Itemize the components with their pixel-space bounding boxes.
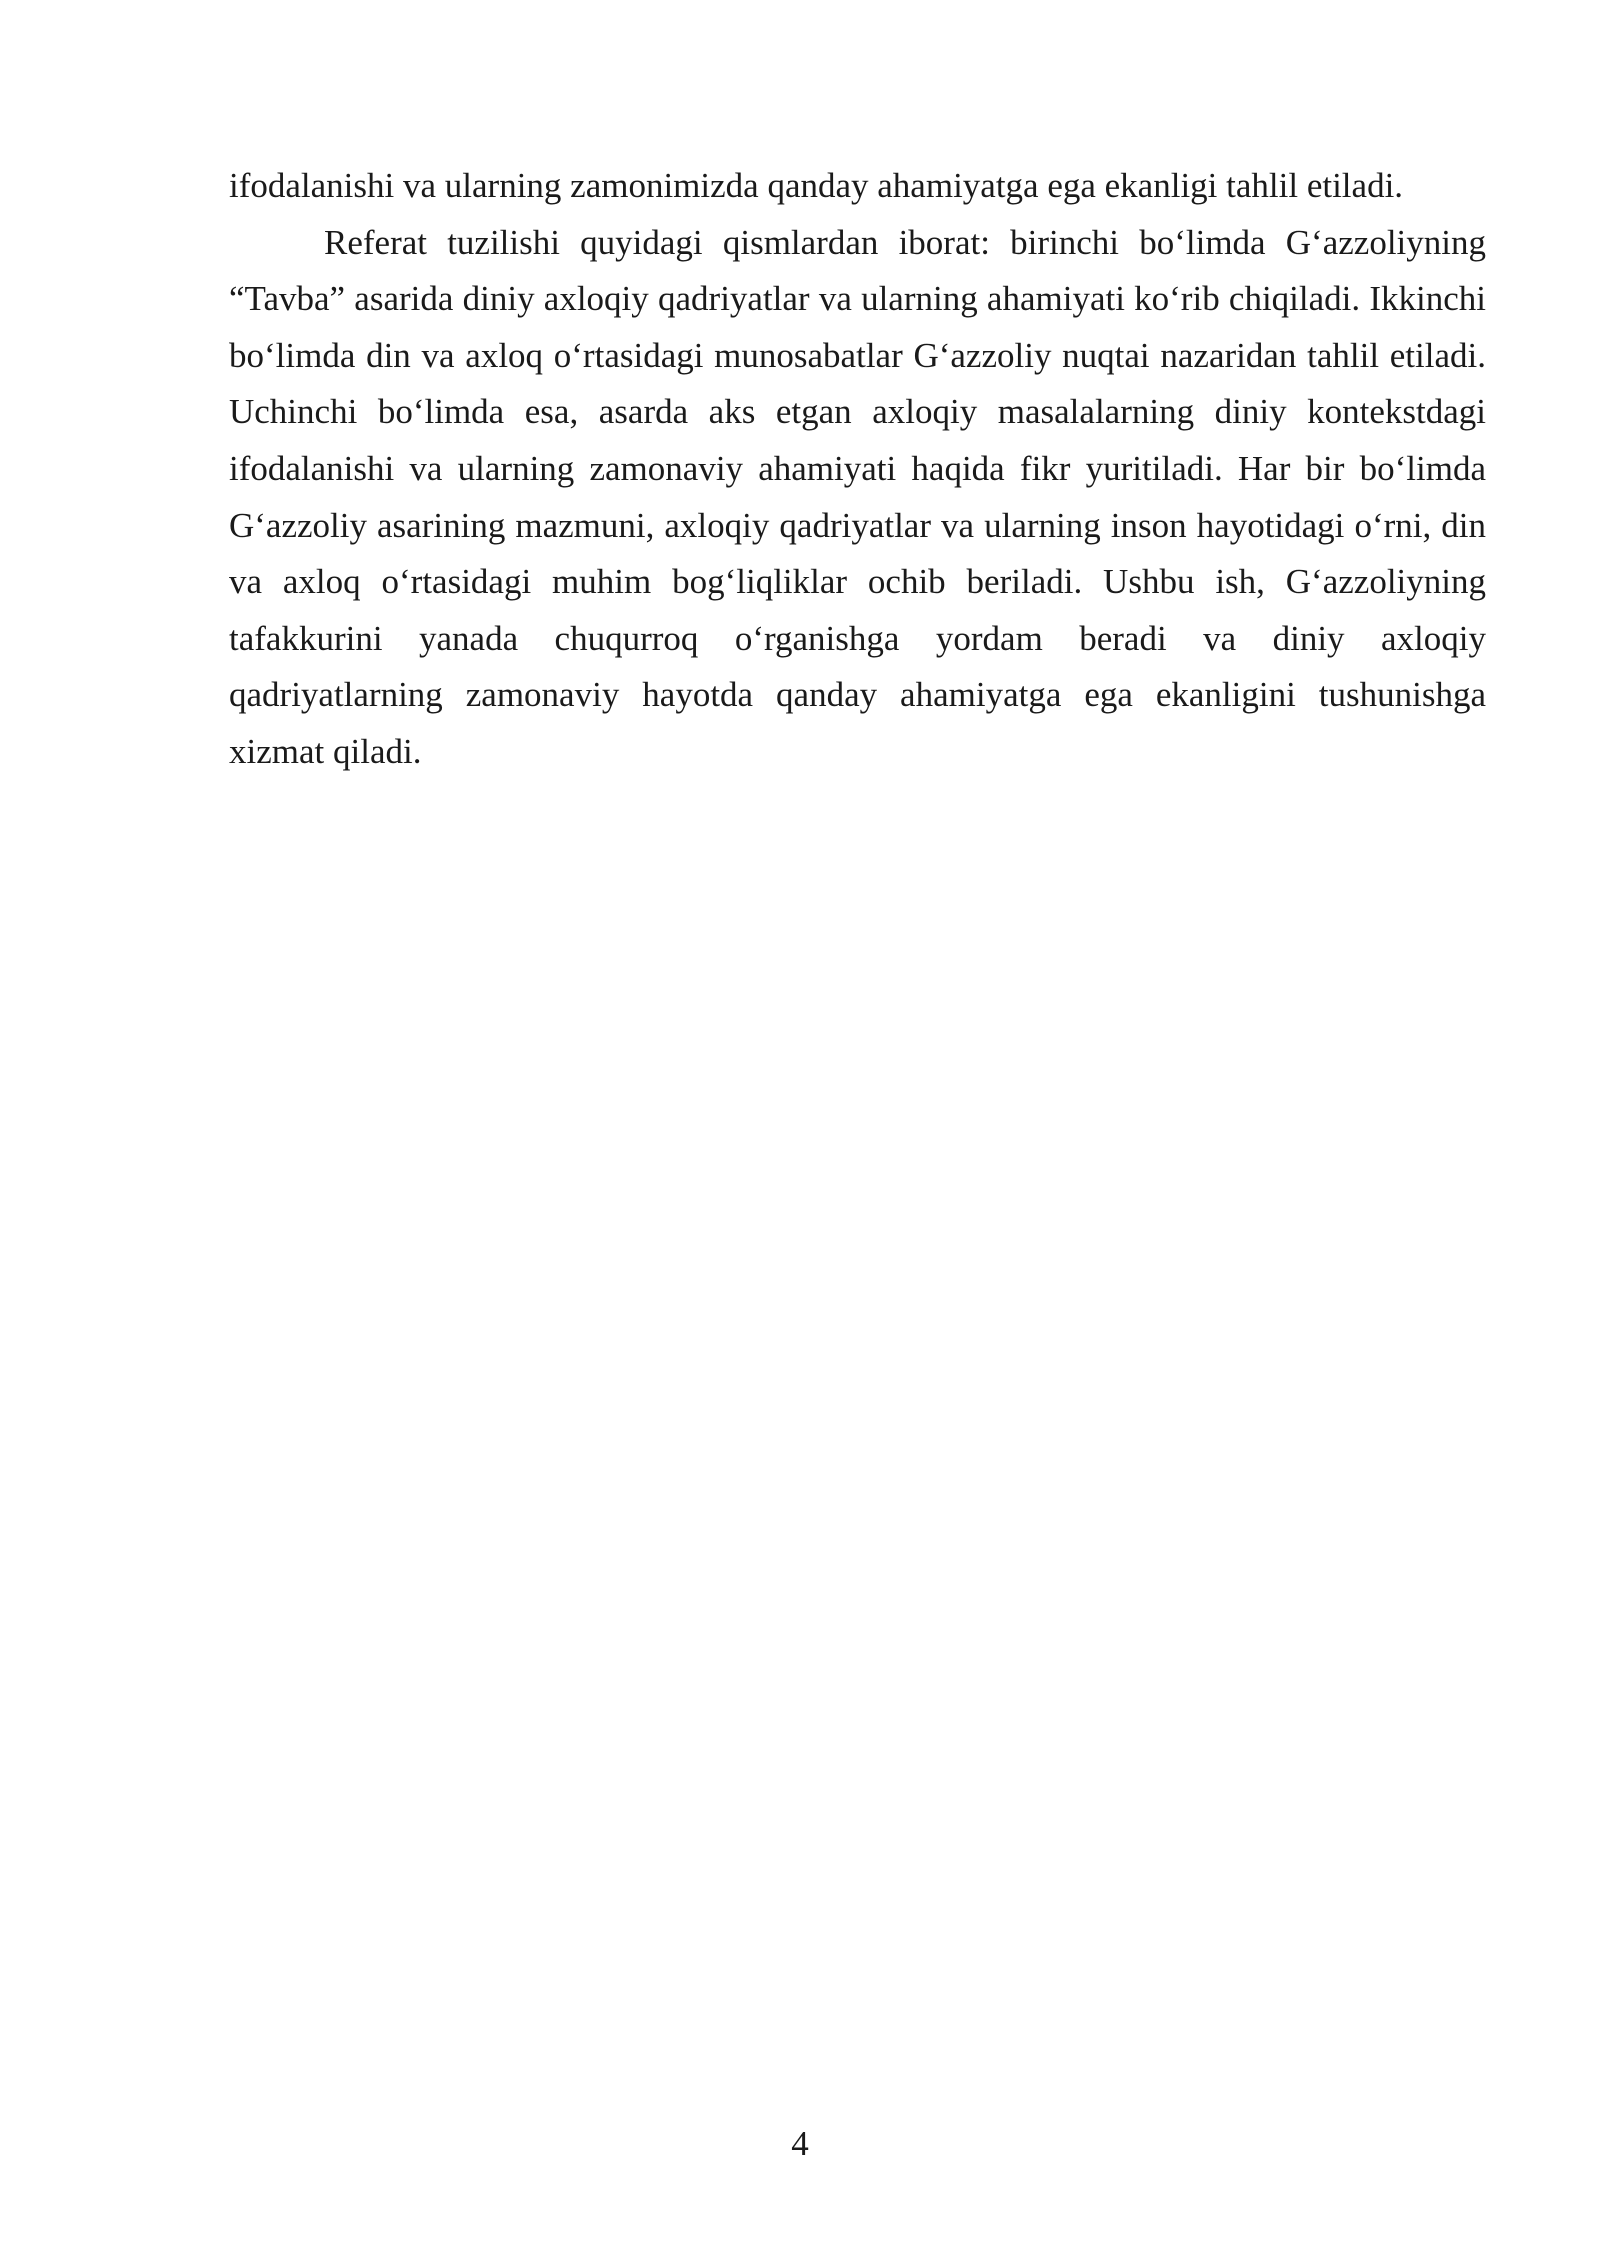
body-text	[229, 158, 1486, 781]
paragraph-continuation: ifodalanishi va ularning zamonimizda qanday ahamiyatga ega ekanligi tahlil etiladi.	[229, 166, 1404, 205]
page-number: 4	[791, 2124, 809, 2163]
paragraph-structure: Referat tuzilishi quyidagi qismlardan iborat: birinchi bo‘limda G‘azzoliyning “Tavba” asarida diniy axloqiy qadriyatlar va ularning ahamiyati ko‘rib chiqiladi. Ikkinchi bo‘limda din va axloq o‘rtasidagi munosabatlar G‘azzoliy nuqtai nazaridan tahlil etiladi. Uchinchi bo‘limda esa, asarda aks etgan axloqiy masalalarning diniy kontekstdagi ifodalanishi va ularning zamonaviy ahamiyati haqida fikr yuritiladi. Har bir bo‘limda G‘azzoliy asarining mazmuni, axloqiy qadriyatlar va ularning inson hayotidagi o‘rni, din va axloq o‘rtasidagi muhim bog‘liqliklar ochib beriladi. Ushbu ish, G‘azzoliyning tafakkurini yanada chuqurroq o‘rganishga yordam beradi va diniy axloqiy qadriyatlarning zamonaviy hayotda qanday ahamiyatga ega ekanligini tushunishga xizmat qiladi.	[229, 222, 1486, 771]
